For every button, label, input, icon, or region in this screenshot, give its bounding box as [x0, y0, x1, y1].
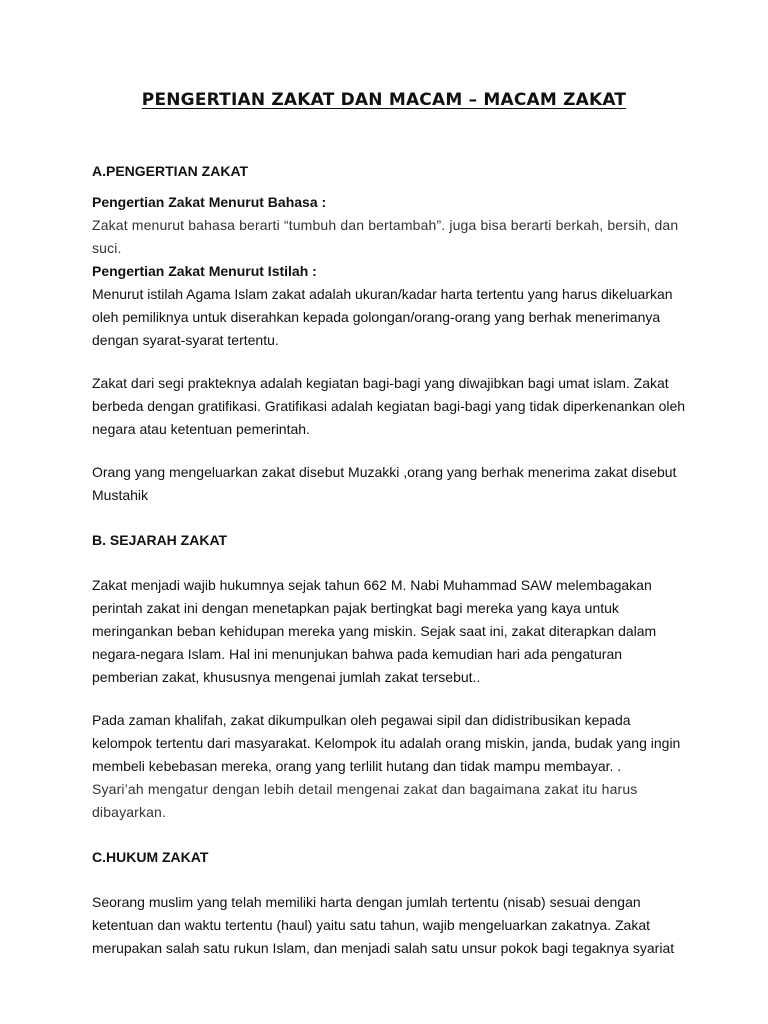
paragraph: Orang yang mengeluarkan zakat disebut Muzakki ,orang yang berhak menerima zakat disebut Mustahik — [92, 464, 677, 503]
paragraph: Seorang muslim yang telah memiliki harta dengan jumlah tertentu (nisab) sesuai dengan ketentuan dan waktu tertentu (haul) yaitu satu tahun, wajib mengeluarkan zakatnya. Zakat merupakan salah satu rukun Islam, dan menjadi salah satu unsur pokok bagi tegaknya syariat — [92, 894, 675, 956]
document-title: PENGERTIAN ZAKAT DAN MACAM – MACAM ZAKAT — [141, 90, 627, 110]
section-sejarah-zakat — [92, 529, 692, 824]
paragraph: Pada zaman khalifah, zakat dikumpulkan oleh pegawai sipil dan didistribusikan kepada kelompok tertentu dari masyarakat. Kelompok itu adalah orang miskin, janda, budak yang ingin membeli kebebasan mereka, orang yang terlilit hutang dan tidak mampu membayar. . — [92, 712, 681, 774]
paragraph: Zakat dari segi prakteknya adalah kegiatan bagi-bagi yang diwajibkan bagi umat islam. Zakat berbeda dengan gratifikasi. Gratifikasi adalah kegiatan bagi-bagi yang tidak diperkenankan oleh negara atau ketentuan pemerintah. — [92, 375, 686, 437]
subheading-istilah: Pengertian Zakat Menurut Istilah : — [92, 263, 317, 279]
document-body — [92, 160, 692, 960]
section-heading: A.PENGERTIAN ZAKAT — [92, 163, 249, 179]
section-pengertian-zakat — [92, 160, 692, 507]
section-heading: B. SEJARAH ZAKAT — [92, 532, 228, 548]
section-heading: C.HUKUM ZAKAT — [92, 849, 209, 865]
subheading-bahasa: Pengertian Zakat Menurut Bahasa : — [92, 194, 327, 210]
paragraph: Zakat menjadi wajib hukumnya sejak tahun 662 M. Nabi Muhammad SAW melembagakan perintah zakat ini dengan menetapkan pajak bertingkat bagi mereka yang kaya untuk meringankan beban kehidupan mereka yang miskin. Sejak saat ini, zakat diterapkan dalam negara-negara Islam. Hal ini menunjukan bahwa pada kemudian hari ada pengaturan pemberian zakat, khususnya mengenai jumlah zakat tersebut.. — [92, 577, 657, 685]
paragraph-istilah: Menurut istilah Agama Islam zakat adalah ukuran/kadar harta tertentu yang harus dikeluarkan oleh pemiliknya untuk diserahkan kepada golongan/orang-orang yang berhak menerimanya dengan syarat-syarat tertentu. — [92, 286, 673, 348]
section-hukum-zakat — [92, 846, 692, 960]
paragraph: Syari’ah mengatur dengan lebih detail mengenai zakat dan bagaimana zakat itu harus dibayarkan. — [92, 781, 638, 820]
paragraph-bahasa: Zakat menurut bahasa berarti “tumbuh dan bertambah”. juga bisa berarti berkah, bersih, dan suci. — [92, 217, 679, 256]
